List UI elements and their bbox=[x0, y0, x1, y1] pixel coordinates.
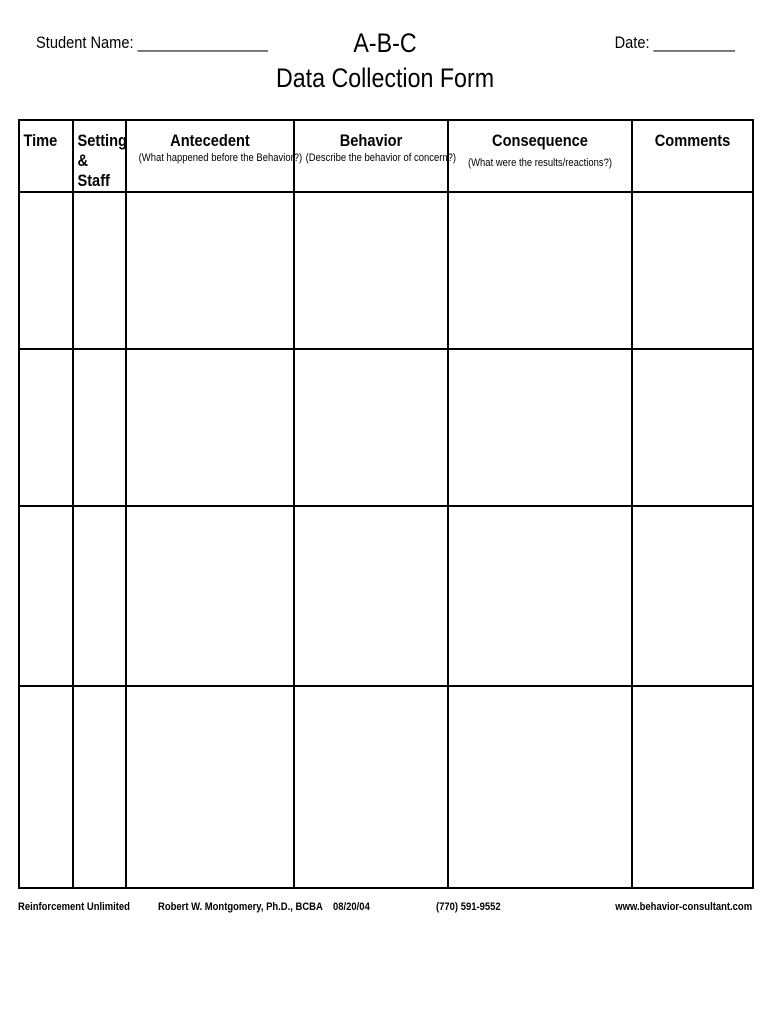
cell-antecedent[interactable] bbox=[126, 506, 294, 686]
column-label-setting: Setting bbox=[77, 131, 127, 150]
date-field bbox=[615, 33, 735, 53]
column-label-time: Time bbox=[23, 131, 58, 150]
cell-comments[interactable] bbox=[632, 349, 753, 506]
cell-consequence[interactable] bbox=[448, 192, 632, 349]
cell-time[interactable] bbox=[19, 506, 73, 686]
cell-antecedent[interactable] bbox=[126, 686, 294, 888]
column-label-antecedent: Antecedent bbox=[170, 131, 250, 150]
footer-phone: (770) 591-9552 bbox=[436, 901, 501, 913]
column-label-comments: Comments bbox=[654, 131, 731, 150]
date-blank: __________ bbox=[653, 33, 735, 52]
cell-consequence[interactable] bbox=[448, 506, 632, 686]
footer-date: 08/20/04 bbox=[333, 901, 370, 913]
cell-behavior[interactable] bbox=[294, 686, 448, 888]
column-header-setting-staff bbox=[73, 120, 126, 192]
column-sub-consequence: (What were the results/reactions?) bbox=[467, 157, 613, 169]
cell-behavior[interactable] bbox=[294, 506, 448, 686]
cell-antecedent[interactable] bbox=[126, 192, 294, 349]
footer-author: Robert W. Montgomery, Ph.D., BCBA bbox=[158, 901, 323, 913]
column-sub-behavior: (Describe the behavior of concern?) bbox=[305, 152, 457, 164]
column-header-comments bbox=[632, 120, 753, 192]
cell-setting-staff[interactable] bbox=[73, 686, 126, 888]
footer-organization: Reinforcement Unlimited bbox=[18, 901, 130, 913]
table-header-row bbox=[19, 120, 753, 192]
table-row bbox=[19, 506, 753, 686]
cell-behavior[interactable] bbox=[294, 349, 448, 506]
cell-consequence[interactable] bbox=[448, 686, 632, 888]
column-header-behavior bbox=[294, 120, 457, 192]
form-title-line2: Data Collection Form bbox=[275, 63, 495, 93]
column-sub-antecedent: (What happened before the Behavior?) bbox=[138, 152, 303, 164]
cell-time[interactable] bbox=[19, 192, 73, 349]
column-header-antecedent bbox=[126, 120, 303, 192]
column-label-staff: & Staff bbox=[77, 151, 110, 190]
cell-behavior[interactable] bbox=[294, 192, 448, 349]
cell-time[interactable] bbox=[19, 349, 73, 506]
cell-antecedent[interactable] bbox=[126, 349, 294, 506]
cell-comments[interactable] bbox=[632, 686, 753, 888]
column-header-consequence bbox=[448, 120, 632, 192]
table-row bbox=[19, 686, 753, 888]
cell-comments[interactable] bbox=[632, 506, 753, 686]
cell-setting-staff[interactable] bbox=[73, 506, 126, 686]
student-name-blank: ________________ bbox=[137, 33, 268, 52]
date-label: Date: bbox=[614, 33, 650, 52]
cell-consequence[interactable] bbox=[448, 349, 632, 506]
cell-setting-staff[interactable] bbox=[73, 192, 126, 349]
cell-time[interactable] bbox=[19, 686, 73, 888]
column-header-time bbox=[19, 120, 73, 192]
student-name-label: Student Name: bbox=[36, 33, 134, 52]
cell-comments[interactable] bbox=[632, 192, 753, 349]
cell-setting-staff[interactable] bbox=[73, 349, 126, 506]
column-label-consequence: Consequence bbox=[492, 131, 588, 150]
table-row bbox=[19, 192, 753, 349]
form-title-line1: A-B-C bbox=[353, 28, 417, 58]
column-label-behavior: Behavior bbox=[339, 131, 403, 150]
table-row bbox=[19, 349, 753, 506]
footer-website-link[interactable]: www.behavior-consultant.com bbox=[615, 901, 752, 913]
abc-data-table bbox=[18, 119, 754, 889]
